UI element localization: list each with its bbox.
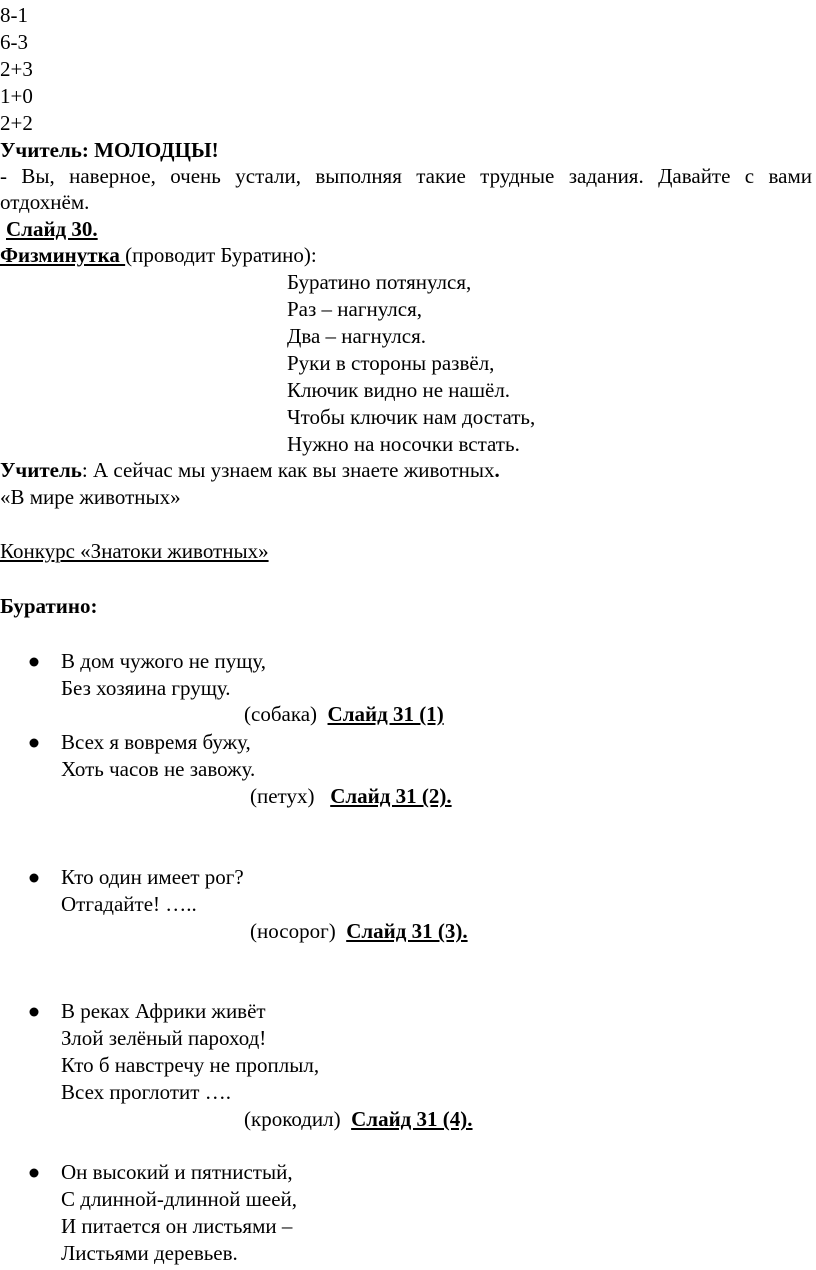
world-animals-title: «В мире животных» <box>0 485 181 509</box>
riddle-line: Кто один имеет рог? <box>61 865 244 889</box>
riddle-answer <box>244 1106 473 1132</box>
bullet-icon <box>28 737 40 749</box>
riddle-line: Без хозяина грущу. <box>61 676 231 700</box>
poem-line: Ключик видно не нашёл. <box>287 378 511 402</box>
riddle-line: И питается он листьями – <box>61 1214 293 1238</box>
math-line-4: 1+0 <box>0 84 33 108</box>
riddle-line: Всех я вовремя бужу, <box>61 730 251 754</box>
math-line-1: 8-1 <box>0 3 28 27</box>
fizminutka-line <box>0 242 317 268</box>
riddle-answer-text: (носорог) <box>250 919 336 943</box>
math-line-2: 6-3 <box>0 30 28 54</box>
poem-line: Руки в стороны развёл, <box>287 351 495 375</box>
riddle-answer-text: (крокодил) <box>244 1107 341 1131</box>
riddle-line: Всех проглотит …. <box>61 1080 231 1104</box>
riddle-answer-text: (собака) <box>244 702 318 726</box>
poem-line: Нужно на носочки встать. <box>287 432 520 456</box>
riddle-slide-ref: Слайд 31 (1) <box>327 702 444 726</box>
riddle-answer-text: (петух) <box>250 784 315 808</box>
riddle-answer <box>250 783 452 809</box>
teacher-animals-line <box>0 457 500 483</box>
poem-line: Чтобы ключик нам достать, <box>287 405 536 429</box>
teacher-animals-text: : А сейчас мы узнаем как вы знаете животных <box>81 458 495 482</box>
fizminutka-label: Физминутка <box>0 243 126 267</box>
math-line-5: 2+2 <box>0 111 33 135</box>
riddle-line: В дом чужого не пущу, <box>61 649 267 673</box>
riddle-slide-ref: Слайд 31 (4). <box>351 1107 473 1131</box>
riddle-slide-ref: Слайд 31 (2). <box>330 784 452 808</box>
tired-text-line-1: - Вы, наверное, очень устали, выполняя такие трудные задания. Давайте с вами <box>0 164 812 188</box>
math-line-3: 2+3 <box>0 57 33 81</box>
riddle-line: Листьями деревьев. <box>61 1241 238 1265</box>
fizminutka-rest: (проводит Буратино): <box>125 243 317 267</box>
poem-line: Буратино потянулся, <box>287 270 472 294</box>
riddle-line: С длинной-длинной шеей, <box>61 1187 298 1211</box>
teacher-praise: Учитель: МОЛОДЦЫ! <box>0 138 219 162</box>
riddle-line: Злой зелёный пароход! <box>61 1026 267 1050</box>
poem-line: Раз – нагнулся, <box>287 297 422 321</box>
bullet-icon <box>28 1167 40 1179</box>
riddle-line: Он высокий и пятнистый, <box>61 1160 293 1184</box>
riddle-line: В реках Африки живёт <box>61 999 266 1023</box>
riddle-line: Отгадайте! ….. <box>61 892 197 916</box>
riddle-line: Кто б навстречу не проплыл, <box>61 1053 320 1077</box>
poem-line: Два – нагнулся. <box>287 324 426 348</box>
riddle-line: Хоть часов не завожу. <box>61 757 256 781</box>
buratino-label: Буратино: <box>0 594 98 618</box>
teacher-animals-dot: . <box>494 458 500 482</box>
contest-title: Конкурс «Знатоки животных» <box>0 539 269 563</box>
riddle-slide-ref: Слайд 31 (3). <box>346 919 468 943</box>
bullet-icon <box>28 656 40 668</box>
slide-30-label: Слайд 30. <box>6 217 98 241</box>
tired-text-line-2: отдохнём. <box>0 190 90 214</box>
riddle-answer <box>250 918 468 944</box>
bullet-icon <box>28 872 40 884</box>
teacher-label: Учитель <box>0 458 82 482</box>
riddle-answer <box>244 701 444 727</box>
bullet-icon <box>28 1006 40 1018</box>
